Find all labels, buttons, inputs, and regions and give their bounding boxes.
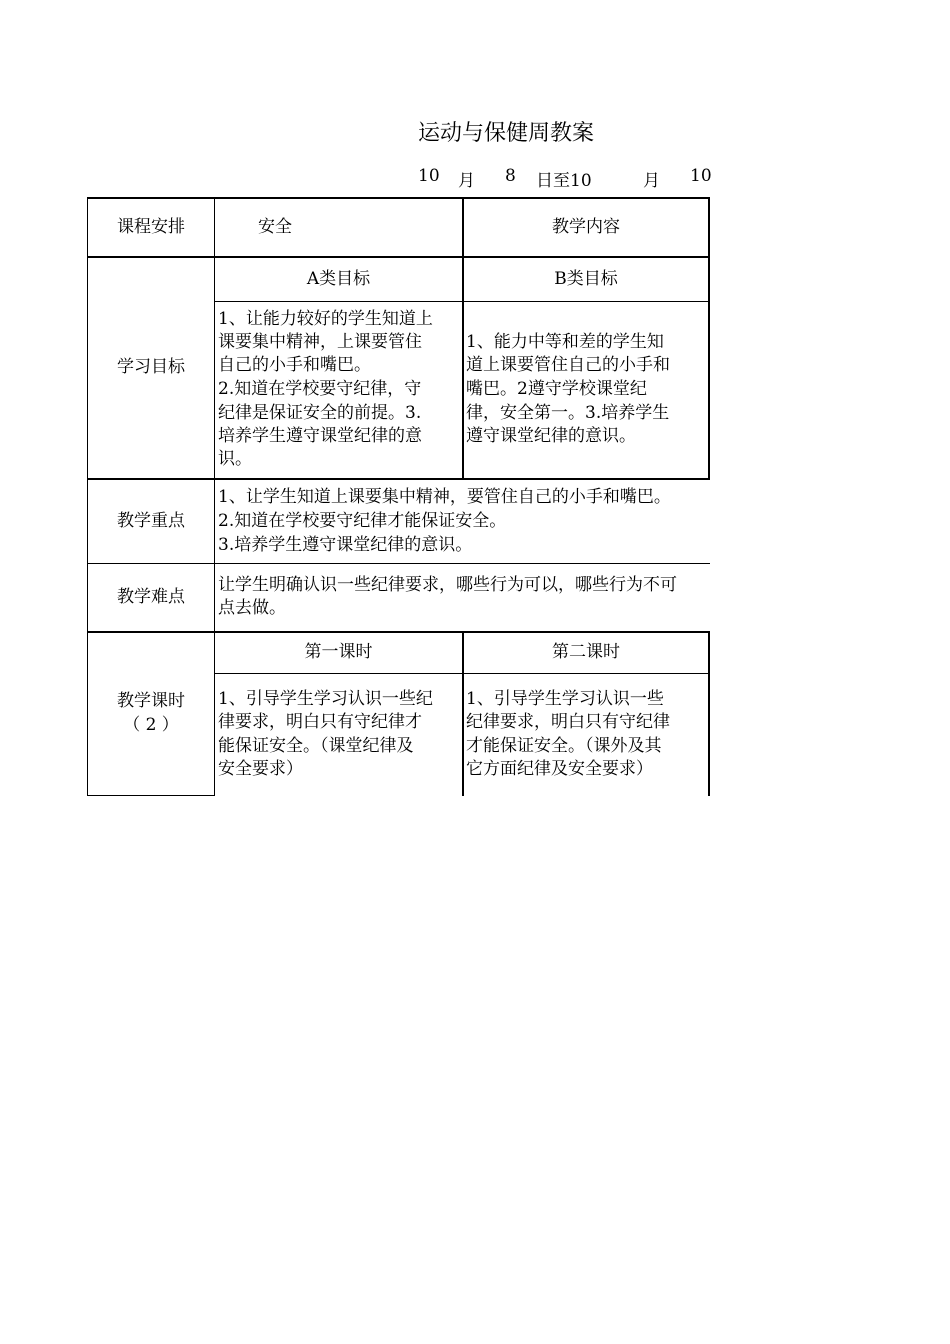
goal-a-header: A类目标	[306, 269, 371, 289]
key-point-line: 3.培养学生遵守课堂纪律的意识。	[218, 535, 473, 555]
period-2-header: 第二课时	[552, 642, 620, 662]
goal-b-header: B类目标	[554, 269, 618, 289]
difficulty-line: 点去做。	[218, 598, 286, 618]
difficulties-label: 教学难点	[117, 587, 185, 607]
date-month-label-2: 月	[643, 171, 660, 191]
row-border-top	[87, 197, 710, 199]
period-2-line: 1、引导学生学习认识一些	[466, 689, 664, 709]
row-border-3	[87, 563, 710, 564]
goal-b-line: 遵守课堂纪律的意识。	[466, 426, 636, 446]
goal-b-line: 1、能力中等和差的学生知	[466, 332, 664, 352]
period-2-line: 它方面纪律及安全要求）	[466, 759, 653, 779]
goal-a-line: 培养学生遵守课堂纪律的意	[218, 426, 422, 446]
row-border-4	[87, 631, 710, 633]
col-border-right-top	[708, 197, 710, 479]
key-points-label: 教学重点	[117, 511, 185, 531]
key-point-line: 2.知道在学校要守纪律才能保证安全。	[218, 511, 507, 531]
lesson-hours-count: （ 2 ）	[123, 715, 179, 735]
goal-b-line: 嘴巴。2遵守学校课堂纪	[466, 379, 647, 399]
col-border-right-bottom	[708, 631, 710, 796]
learning-goals-label: 学习目标	[117, 357, 185, 377]
teaching-content-label: 教学内容	[552, 217, 620, 237]
goal-b-line: 律，安全第一。3.培养学生	[466, 403, 670, 423]
period-1-line: 1、引导学生学习认识一些纪	[218, 689, 433, 709]
goal-a-line: 识。	[218, 449, 252, 469]
goal-a-line: 自己的小手和嘴巴。	[218, 355, 371, 375]
period-2-line: 才能保证安全。（课外及其	[466, 736, 662, 756]
key-point-line: 1、让学生知道上课要集中精神，要管住自己的小手和嘴巴。	[218, 487, 671, 507]
row-border-1	[87, 256, 710, 258]
period-1-line: 安全要求）	[218, 759, 303, 779]
lesson-hours-label: 教学课时	[117, 691, 185, 711]
row-border-bottom	[87, 795, 215, 796]
goal-a-line: 课要集中精神，上课要管住	[218, 332, 422, 352]
date-day-end: 10	[690, 166, 712, 186]
course-topic: 安全	[258, 217, 292, 237]
row-border-2	[87, 478, 710, 480]
period-1-line: 律要求，明白只有守纪律才	[218, 712, 422, 732]
period-1-line: 能保证安全。（课堂纪律及	[218, 736, 414, 756]
date-day-to-label: 日至10	[536, 171, 592, 191]
goal-a-line: 纪律是保证安全的前提。3.	[218, 403, 422, 423]
page-title: 运动与保健周教案	[418, 121, 595, 146]
period-1-header: 第一课时	[304, 642, 373, 662]
course-schedule-label: 课程安排	[117, 217, 185, 237]
goal-b-line: 道上课要管住自己的小手和	[466, 355, 670, 375]
difficulty-line: 让学生明确认识一些纪律要求，哪些行为可以，哪些行为不可	[218, 575, 677, 595]
date-day-start: 8	[505, 166, 516, 186]
goal-a-line: 2.知道在学校要守纪律，守	[218, 379, 422, 399]
period-2-line: 纪律要求，明白只有守纪律	[466, 712, 670, 732]
goal-a-line: 1、让能力较好的学生知道上	[218, 309, 433, 329]
date-month-label-1: 月	[458, 171, 475, 191]
date-month-start: 10	[418, 166, 440, 186]
